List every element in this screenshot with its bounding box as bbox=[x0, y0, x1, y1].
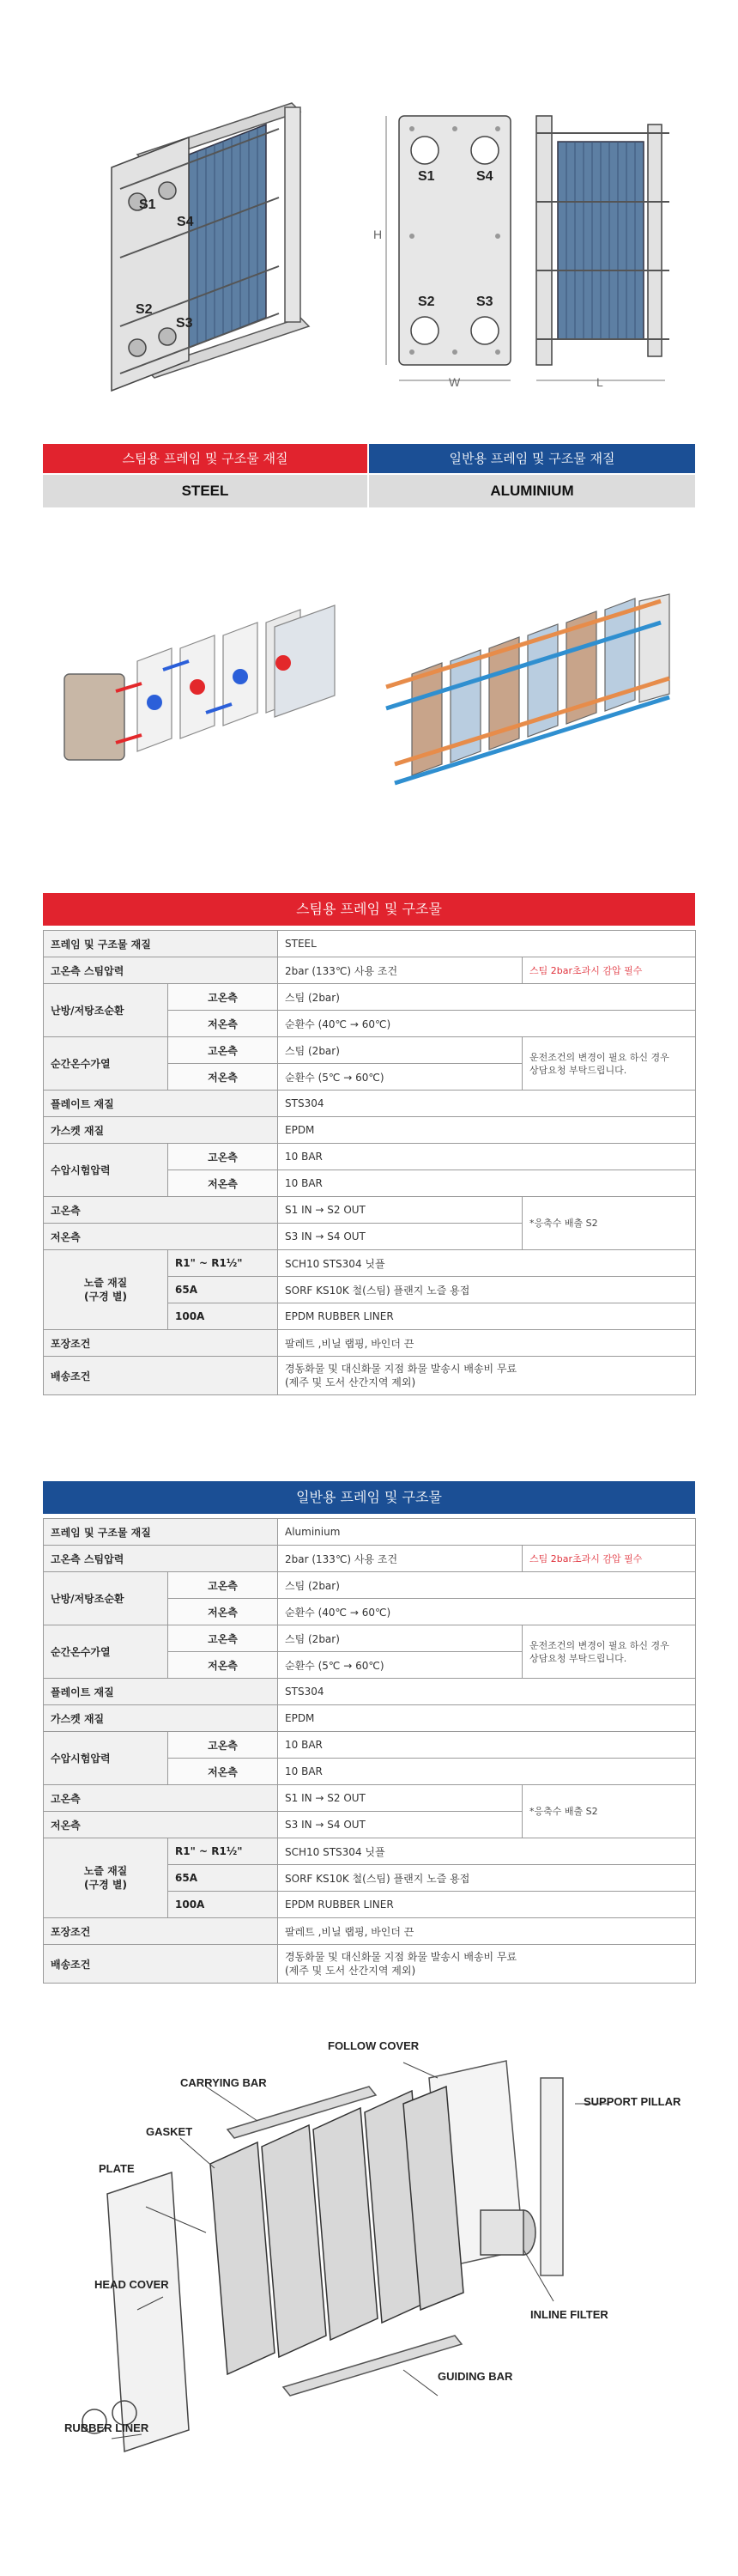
instant-label: 순간온수가열 bbox=[44, 1625, 168, 1679]
test-cold-label: 저온측 bbox=[168, 1759, 278, 1785]
shipping-value bbox=[278, 1945, 696, 1984]
heating-hot-label: 고온측 bbox=[168, 1572, 278, 1599]
instant-hot-value: 스팀 (2bar) bbox=[278, 1625, 523, 1652]
nozzle-value: EPDM RUBBER LINER bbox=[278, 1892, 696, 1918]
flow-note: *응축수 배출 S2 bbox=[523, 1197, 696, 1250]
phe-side-view-drawing bbox=[528, 107, 682, 391]
general-material-value: ALUMINIUM bbox=[369, 475, 695, 507]
hot-flow-label: 고온측 bbox=[44, 1785, 278, 1812]
packing-value: 팔레트 ,비닐 랩핑, 바인더 끈 bbox=[278, 1330, 696, 1357]
exploded-view-drawing bbox=[60, 2052, 678, 2464]
packing-value: 팔레트 ,비닐 랩핑, 바인더 끈 bbox=[278, 1918, 696, 1945]
instant-label: 순간온수가열 bbox=[44, 1037, 168, 1091]
instant-cold-label: 저온측 bbox=[168, 1652, 278, 1679]
phe-front-view-drawing bbox=[373, 107, 528, 391]
hot-side-steam-note: 스팀 2bar초과시 감압 필수 bbox=[523, 1546, 696, 1572]
shipping-line-1: 경동화물 및 대신화물 지점 화물 발송시 배송비 무료 bbox=[285, 1363, 517, 1375]
shipping-line-2: (제주 및 도서 산간지역 제외) bbox=[285, 1376, 416, 1388]
front-port-label-s4: S4 bbox=[476, 169, 493, 184]
test-cold-label: 저온측 bbox=[168, 1170, 278, 1197]
general-table-title: 일반용 프레임 및 구조물 bbox=[43, 1481, 695, 1514]
table-row bbox=[44, 1330, 696, 1357]
table-row bbox=[44, 984, 696, 1011]
heating-hot-value: 스팀 (2bar) bbox=[278, 1572, 696, 1599]
instant-hot-label: 고온측 bbox=[168, 1037, 278, 1064]
heating-cold-label: 저온측 bbox=[168, 1011, 278, 1037]
table-row bbox=[44, 1625, 696, 1652]
table-row bbox=[44, 1945, 696, 1984]
front-port-label-s2: S2 bbox=[418, 295, 435, 309]
table-row bbox=[44, 1732, 696, 1759]
label-support-pillar: SUPPORT PILLAR bbox=[584, 2095, 681, 2108]
table-row bbox=[44, 1250, 696, 1277]
label-head-cover: HEAD COVER bbox=[94, 2278, 169, 2291]
nozzle-size: 100A bbox=[168, 1892, 278, 1918]
test-cold-value: 10 BAR bbox=[278, 1759, 696, 1785]
phe-perspective-drawing bbox=[86, 86, 326, 412]
hot-side-steam-value: 2bar (133℃) 사용 조건 bbox=[278, 1546, 523, 1572]
table-row bbox=[44, 1838, 696, 1865]
plate-value: STS304 bbox=[278, 1679, 696, 1705]
shipping-value bbox=[278, 1357, 696, 1395]
instant-cold-label: 저온측 bbox=[168, 1064, 278, 1091]
port-label-s1: S1 bbox=[139, 197, 156, 212]
instant-hot-value: 스팀 (2bar) bbox=[278, 1037, 523, 1064]
table-row bbox=[44, 1091, 696, 1117]
table-row bbox=[44, 1144, 696, 1170]
nozzle-value: SORF KS10K 철(스팀) 플랜지 노즐 용접 bbox=[278, 1865, 696, 1892]
nozzle-value: SORF KS10K 철(스팀) 플랜지 노즐 용접 bbox=[278, 1277, 696, 1303]
shipping-line-1: 경동화물 및 대신화물 지점 화물 발송시 배송비 무료 bbox=[285, 1951, 517, 1963]
packing-label: 포장조건 bbox=[44, 1918, 278, 1945]
test-hot-value: 10 BAR bbox=[278, 1144, 696, 1170]
label-inline-filter: INLINE FILTER bbox=[530, 2308, 608, 2321]
hot-side-steam-value: 2bar (133℃) 사용 조건 bbox=[278, 957, 523, 984]
table-row bbox=[44, 1679, 696, 1705]
test-cold-value: 10 BAR bbox=[278, 1170, 696, 1197]
table-row bbox=[44, 957, 696, 984]
table-row bbox=[44, 1197, 696, 1224]
nozzle-label-line-2: (구경 별) bbox=[84, 1291, 127, 1303]
cold-flow-label: 저온측 bbox=[44, 1812, 278, 1838]
instant-hot-label: 고온측 bbox=[168, 1625, 278, 1652]
nozzle-label-line-2: (구경 별) bbox=[84, 1879, 127, 1891]
steam-spec-table bbox=[43, 930, 696, 1395]
nozzle-size: 65A bbox=[168, 1865, 278, 1892]
cold-flow-label: 저온측 bbox=[44, 1224, 278, 1250]
test-hot-label: 고온측 bbox=[168, 1732, 278, 1759]
plate-label: 플레이트 재질 bbox=[44, 1091, 278, 1117]
nozzle-label-line-1: 노즐 재질 bbox=[83, 1277, 128, 1289]
heating-cold-value: 순환수 (40℃ → 60℃) bbox=[278, 1599, 696, 1625]
table-row bbox=[44, 1037, 696, 1064]
dimension-l: L bbox=[596, 375, 603, 389]
steam-material-header: 스팀용 프레임 및 구조물 재질 bbox=[43, 444, 367, 473]
hot-side-steam-note: 스팀 2bar초과시 감압 필수 bbox=[523, 957, 696, 984]
front-port-label-s3: S3 bbox=[476, 295, 493, 309]
nozzle-label-line-1: 노즐 재질 bbox=[83, 1865, 128, 1877]
heating-label: 난방/저탕조순환 bbox=[44, 984, 168, 1037]
label-guiding-bar: GUIDING BAR bbox=[438, 2370, 513, 2383]
instant-cold-value: 순환수 (5℃ → 60℃) bbox=[278, 1064, 523, 1091]
table-row bbox=[44, 1357, 696, 1395]
instant-note bbox=[523, 1037, 696, 1091]
nozzle-size: 100A bbox=[168, 1303, 278, 1330]
steam-material-value: STEEL bbox=[43, 475, 367, 507]
instant-cold-value: 순환수 (5℃ → 60℃) bbox=[278, 1652, 523, 1679]
instant-note-line-1: 운전조건의 변경이 필요 하신 경우 bbox=[529, 1051, 669, 1063]
hot-flow-value: S1 IN → S2 OUT bbox=[278, 1197, 523, 1224]
hot-side-steam-label: 고온측 스팀압력 bbox=[44, 1546, 278, 1572]
frame-material-value: Aluminium bbox=[278, 1519, 696, 1546]
label-rubber-liner: RUBBER LINER bbox=[64, 2421, 149, 2434]
nozzle-label bbox=[44, 1838, 168, 1918]
test-pressure-label: 수압시험압력 bbox=[44, 1732, 168, 1785]
shipping-line-2: (제주 및 도서 산간지역 제외) bbox=[285, 1965, 416, 1977]
plate-value: STS304 bbox=[278, 1091, 696, 1117]
heating-hot-label: 고온측 bbox=[168, 984, 278, 1011]
table-row bbox=[44, 931, 696, 957]
heating-hot-value: 스팀 (2bar) bbox=[278, 984, 696, 1011]
nozzle-size: R1" ~ R1½" bbox=[168, 1838, 278, 1865]
shipping-label: 배송조건 bbox=[44, 1945, 278, 1984]
cold-flow-value: S3 IN → S4 OUT bbox=[278, 1812, 523, 1838]
table-row bbox=[44, 1918, 696, 1945]
nozzle-value: SCH10 STS304 닛플 bbox=[278, 1838, 696, 1865]
instant-note bbox=[523, 1625, 696, 1679]
hot-flow-label: 고온측 bbox=[44, 1197, 278, 1224]
hot-side-steam-label: 고온측 스팀압력 bbox=[44, 957, 278, 984]
label-plate: PLATE bbox=[99, 2162, 135, 2175]
dimension-h: H bbox=[373, 228, 383, 241]
instant-note-line-2: 상담요청 부탁드립니다. bbox=[529, 1064, 627, 1076]
nozzle-value: EPDM RUBBER LINER bbox=[278, 1303, 696, 1330]
nozzle-value: SCH10 STS304 닛플 bbox=[278, 1250, 696, 1277]
table-row bbox=[44, 1546, 696, 1572]
table-row bbox=[44, 1519, 696, 1546]
gasket-label: 가스켓 재질 bbox=[44, 1117, 278, 1144]
heating-cold-value: 순환수 (40℃ → 60℃) bbox=[278, 1011, 696, 1037]
general-material-header: 일반용 프레임 및 구조물 재질 bbox=[369, 444, 695, 473]
label-follow-cover: FOLLOW COVER bbox=[328, 2039, 420, 2052]
port-label-s3: S3 bbox=[176, 316, 193, 331]
label-carrying-bar: CARRYING BAR bbox=[180, 2076, 267, 2089]
test-pressure-label: 수압시험압력 bbox=[44, 1144, 168, 1197]
table-row bbox=[44, 1117, 696, 1144]
frame-material-label: 프레임 및 구조물 재질 bbox=[44, 1519, 278, 1546]
nozzle-size: 65A bbox=[168, 1277, 278, 1303]
dimension-w: W bbox=[449, 375, 461, 389]
plate-label: 플레이트 재질 bbox=[44, 1679, 278, 1705]
frame-material-label: 프레임 및 구조물 재질 bbox=[44, 931, 278, 957]
plate-flow-general-illustration bbox=[378, 592, 687, 790]
general-spec-table bbox=[43, 1518, 696, 1984]
instant-note-line-2: 상담요청 부탁드립니다. bbox=[529, 1652, 627, 1664]
gasket-label: 가스켓 재질 bbox=[44, 1705, 278, 1732]
port-label-s4: S4 bbox=[177, 215, 194, 229]
gasket-value: EPDM bbox=[278, 1705, 696, 1732]
frame-material-value: STEEL bbox=[278, 931, 696, 957]
packing-label: 포장조건 bbox=[44, 1330, 278, 1357]
heating-cold-label: 저온측 bbox=[168, 1599, 278, 1625]
port-label-s2: S2 bbox=[136, 302, 153, 317]
front-port-label-s1: S1 bbox=[418, 169, 435, 184]
table-row bbox=[44, 1572, 696, 1599]
nozzle-size: R1" ~ R1½" bbox=[168, 1250, 278, 1277]
cold-flow-value: S3 IN → S4 OUT bbox=[278, 1224, 523, 1250]
label-gasket: GASKET bbox=[146, 2125, 193, 2138]
heating-label: 난방/저탕조순환 bbox=[44, 1572, 168, 1625]
table-row bbox=[44, 1785, 696, 1812]
test-hot-label: 고온측 bbox=[168, 1144, 278, 1170]
hot-flow-value: S1 IN → S2 OUT bbox=[278, 1785, 523, 1812]
steam-table-title: 스팀용 프레임 및 구조물 bbox=[43, 893, 695, 926]
flow-note: *응축수 배출 S2 bbox=[523, 1785, 696, 1838]
gasket-value: EPDM bbox=[278, 1117, 696, 1144]
test-hot-value: 10 BAR bbox=[278, 1732, 696, 1759]
plate-flow-steam-illustration bbox=[60, 601, 343, 773]
instant-note-line-1: 운전조건의 변경이 필요 하신 경우 bbox=[529, 1639, 669, 1651]
nozzle-label bbox=[44, 1250, 168, 1330]
shipping-label: 배송조건 bbox=[44, 1357, 278, 1395]
table-row bbox=[44, 1705, 696, 1732]
